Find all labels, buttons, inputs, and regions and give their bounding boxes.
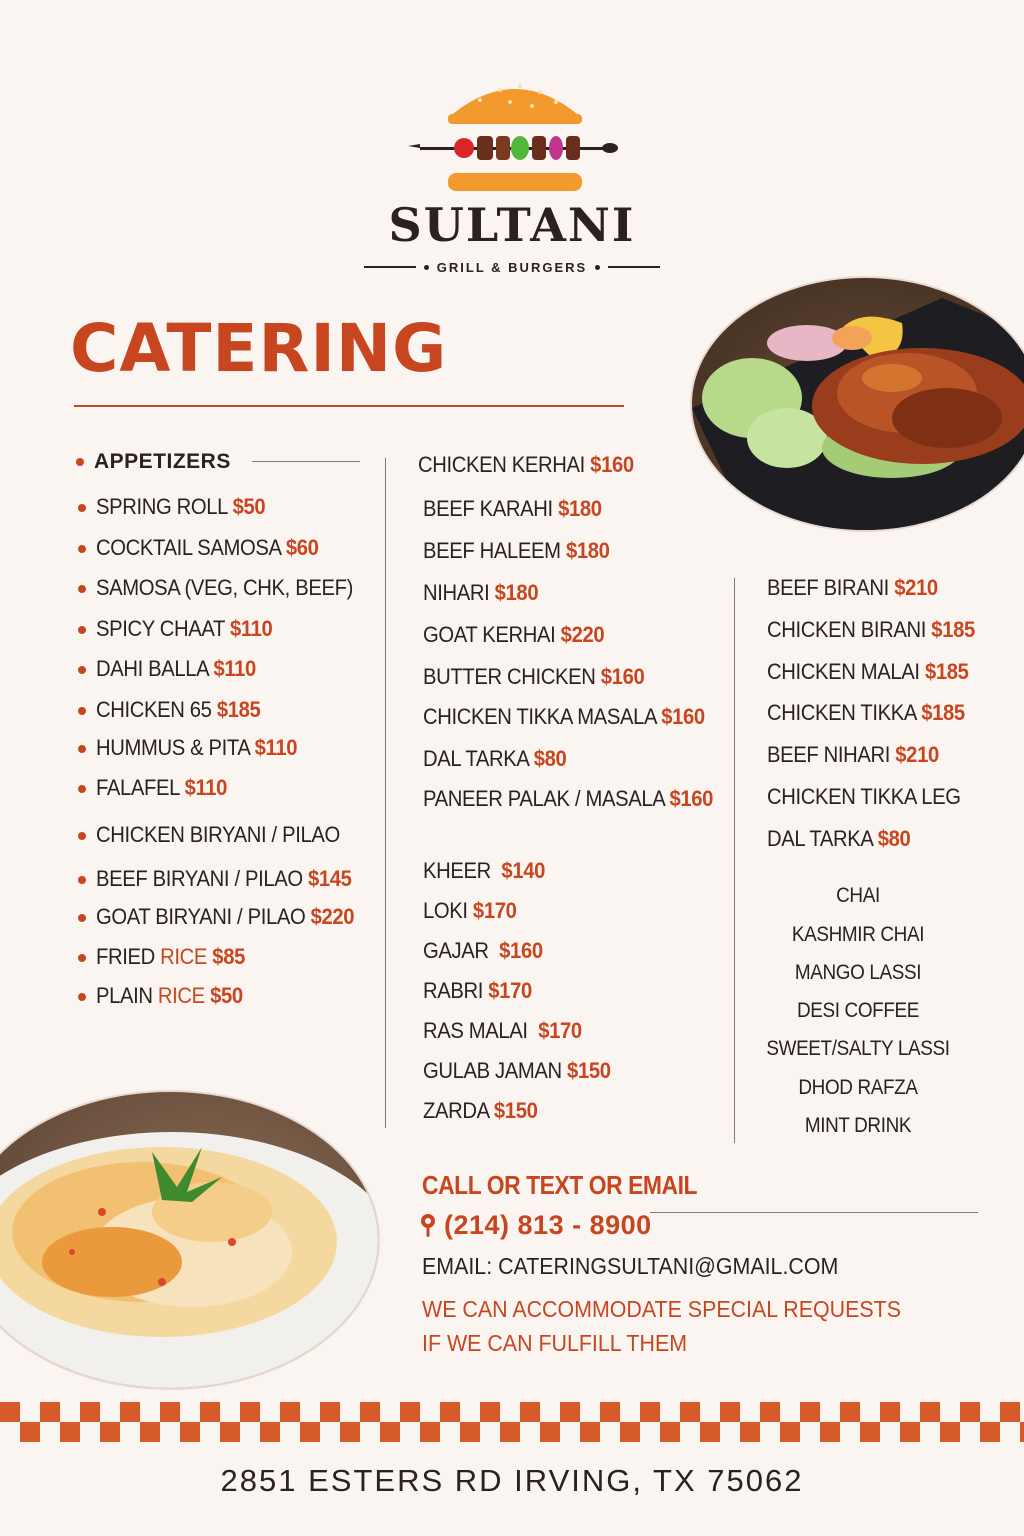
curry-item: CHICKEN TIKKA MASALA $160	[423, 704, 705, 729]
appetizer-item: BEEF BIRYANI / PILAO $145	[96, 866, 352, 891]
drink-item: MINT DRINK	[804, 1114, 912, 1137]
item-bullet	[78, 745, 86, 753]
item-bullet	[78, 545, 86, 553]
item-bullet	[78, 707, 86, 715]
curry-item: GOAT KERHAI $220	[423, 622, 605, 647]
curry-item: BEEF KARAHI $180	[423, 496, 602, 521]
drink-item: MANGO LASSI	[794, 961, 922, 984]
dessert-item: ZARDA $150	[423, 1098, 538, 1123]
item-bullet	[78, 832, 86, 840]
location-pin-icon	[420, 1213, 436, 1239]
column-divider	[734, 578, 735, 1143]
tagline-dot-right	[595, 265, 600, 270]
special-requests-note: IF WE CAN FULFILL THEM	[422, 1330, 688, 1356]
tagline-rule-right	[608, 266, 660, 268]
biryani-rice-photo	[0, 1090, 380, 1390]
item-bullet	[78, 993, 86, 1001]
appetizer-item: SPRING ROLL $50	[96, 494, 266, 519]
dessert-item: GAJAR $160	[423, 938, 543, 963]
curry-item: PANEER PALAK / MASALA $160	[423, 786, 714, 811]
item-bullet	[78, 914, 86, 922]
drink-item: CHAI	[836, 884, 880, 907]
contact-rule	[650, 1212, 978, 1213]
curry-item: BUTTER CHICKEN $160	[423, 664, 645, 689]
tagline-rule-left	[364, 266, 416, 268]
page-title: CATERING	[70, 310, 448, 387]
dessert-item: GULAB JAMAN $150	[423, 1058, 611, 1083]
appetizer-item: CHICKEN 65 $185	[96, 697, 261, 722]
appetizer-item: SAMOSA (VEG, CHK, BEEF)	[96, 575, 353, 600]
column-divider	[385, 458, 386, 1128]
drink-item: SWEET/SALTY LASSI	[766, 1037, 950, 1060]
item-bullet	[78, 666, 86, 674]
grill-item: BEEF NIHARI $210	[767, 742, 939, 767]
appetizers-rule	[252, 461, 360, 462]
curry-item: BEEF HALEEM $180	[423, 538, 610, 563]
appetizer-item: PLAIN RICE $50	[96, 983, 243, 1008]
appetizers-bullet	[76, 458, 84, 466]
dessert-item: RAS MALAI $170	[423, 1018, 582, 1043]
phone-row[interactable]	[420, 1210, 652, 1241]
grilled-chicken-photo	[690, 276, 1024, 532]
checkered-band	[0, 1402, 1024, 1442]
grill-item: BEEF BIRANI $210	[767, 575, 938, 600]
restaurant-address: 2851 ESTERS RD IRVING, TX 75062	[220, 1463, 804, 1498]
tagline-text: GRILL & BURGERS	[436, 259, 588, 275]
grill-item: CHICKEN BIRANI $185	[767, 617, 975, 642]
drink-item: DESI COFFEE	[796, 999, 920, 1022]
appetizer-item: COCKTAIL SAMOSA $60	[96, 535, 319, 560]
title-divider	[74, 405, 624, 407]
item-bullet	[78, 876, 86, 884]
item-bullet	[78, 626, 86, 634]
brand-name: SULTANI	[388, 198, 636, 252]
item-bullet	[78, 785, 86, 793]
appetizer-item: GOAT BIRYANI / PILAO $220	[96, 904, 355, 929]
appetizer-item: DAHI BALLA $110	[96, 656, 256, 681]
grill-item: CHICKEN MALAI $185	[767, 659, 969, 684]
grill-item: DAL TARKA $80	[767, 826, 911, 851]
item-bullet	[78, 504, 86, 512]
email-address[interactable]: EMAIL: CATERINGSULTANI@GMAIL.COM	[422, 1253, 839, 1279]
tagline-dot-left	[424, 265, 429, 270]
curry-item: CHICKEN KERHAI $160	[418, 452, 634, 477]
drink-item: DHOD RAFZA	[798, 1076, 918, 1099]
item-bullet	[78, 954, 86, 962]
brand-tagline	[340, 257, 684, 277]
special-requests-note: WE CAN ACCOMMODATE SPECIAL REQUESTS	[422, 1296, 901, 1322]
grill-item: CHICKEN TIKKA $185	[767, 700, 965, 725]
curry-item: NIHARI $180	[423, 580, 539, 605]
appetizers-heading: APPETIZERS	[94, 450, 231, 473]
appetizer-item: CHICKEN BIRYANI / PILAO	[96, 822, 340, 847]
dessert-item: LOKI $170	[423, 898, 517, 923]
phone-number[interactable]: (214) 813 - 8900	[444, 1210, 652, 1240]
appetizer-item: SPICY CHAAT $110	[96, 616, 273, 641]
appetizer-item: HUMMUS & PITA $110	[96, 735, 298, 760]
drink-item: KASHMIR CHAI	[791, 923, 925, 946]
contact-heading: CALL OR TEXT OR EMAIL	[422, 1170, 698, 1200]
grill-item: CHICKEN TIKKA LEG	[767, 784, 961, 809]
appetizer-item: FALAFEL $110	[96, 775, 228, 800]
dessert-item: KHEER $140	[423, 858, 545, 883]
item-bullet	[78, 585, 86, 593]
dessert-item: RABRI $170	[423, 978, 532, 1003]
appetizer-item: FRIED RICE $85	[96, 944, 245, 969]
curry-item: DAL TARKA $80	[423, 746, 567, 771]
